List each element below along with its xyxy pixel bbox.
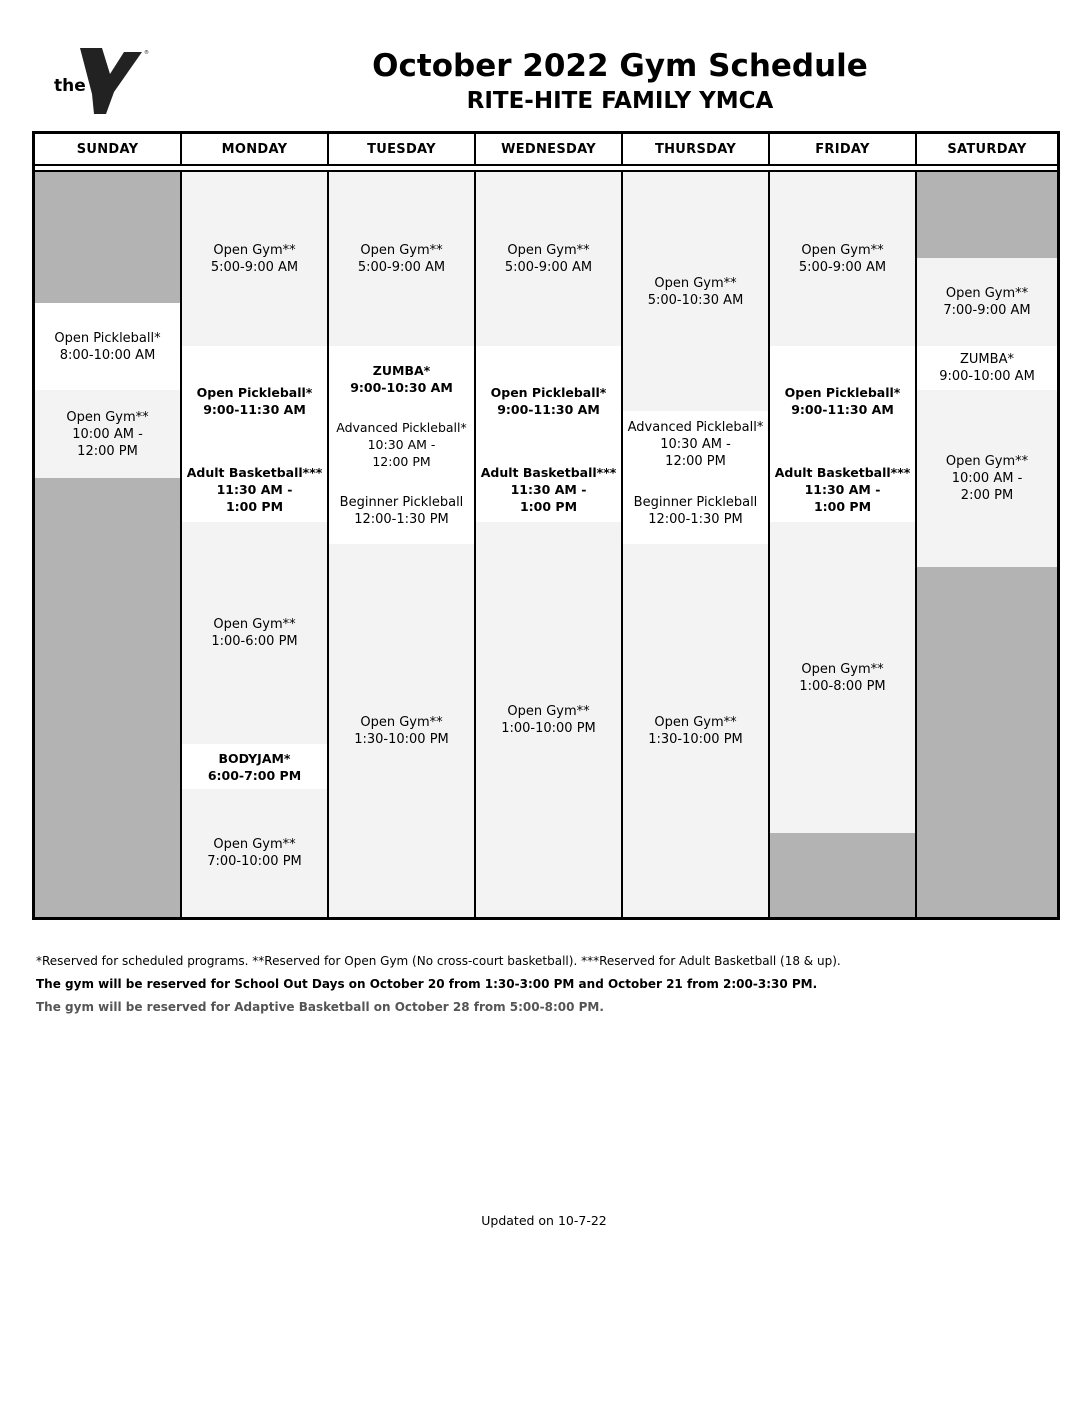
footnote-adaptive-basketball: The gym will be reserved for Adaptive Basketball on October 28 from 5:00-8:00 PM. [36, 1000, 604, 1014]
event-name: Open Gym** [654, 275, 737, 291]
event-name: Open Gym** [66, 409, 149, 425]
event-time: 10:30 AM - [367, 437, 436, 452]
monday-open-gym-evening [182, 789, 329, 917]
friday-open-gym-afternoon [770, 522, 917, 835]
event-time: 12:00-1:30 PM [648, 512, 743, 527]
header-wednesday: WEDNESDAY [476, 134, 623, 166]
event-name: Open Gym** [213, 617, 296, 632]
event-time: 2:00 PM [960, 488, 1014, 503]
wednesday-open-gym-morning [476, 172, 623, 348]
saturday-closed-morning [917, 172, 1057, 260]
event-name: Open Pickleball* [196, 385, 313, 400]
event-name: Open Gym** [213, 837, 296, 852]
friday-closed-evening [770, 833, 917, 917]
event-name: ZUMBA* [960, 352, 1014, 367]
tuesday-advanced-pickleball [329, 411, 476, 480]
event-time: 9:00-11:30 AM [203, 402, 306, 417]
event-name: Open Gym** [360, 243, 443, 258]
event-time: 11:30 AM - [216, 481, 293, 497]
monday-open-pickleball [182, 346, 329, 458]
event-time: 7:00-9:00 AM [943, 303, 1031, 318]
event-time: 9:00-10:00 AM [939, 369, 1035, 384]
schedule-grid [32, 131, 1060, 920]
event-name: Open Gym** [360, 714, 443, 730]
event-time: 5:00-10:30 AM [647, 292, 744, 308]
event-time: 1:00-6:00 PM [211, 634, 298, 649]
event-name: Adult Basketball*** [774, 464, 911, 480]
event-name: Open Gym** [654, 714, 737, 730]
event-time: 9:00-10:30 AM [350, 379, 453, 395]
thursday-open-gym-morning [623, 172, 770, 413]
sunday-open-gym [35, 390, 182, 480]
footnotes [36, 950, 1066, 1019]
event-time: 9:00-11:30 AM [497, 402, 600, 417]
event-time: 1:00 PM [225, 498, 284, 514]
event-time: 8:00-10:00 AM [59, 347, 156, 363]
logo-the-text: the [54, 76, 86, 96]
event-time: 1:30-10:00 PM [354, 731, 449, 747]
event-name: Open Gym** [507, 703, 590, 719]
event-name: Open Gym** [213, 243, 296, 258]
event-time: 11:30 AM - [804, 481, 881, 497]
event-time: 10:00 AM - [72, 426, 143, 442]
thursday-advanced-pickleball [623, 411, 770, 480]
sunday-closed-morning [35, 172, 182, 305]
event-time: 7:00-10:00 PM [207, 854, 302, 869]
event-name: Adult Basketball*** [480, 464, 617, 480]
wednesday-adult-basketball [476, 456, 623, 524]
event-name: Advanced Pickleball* [336, 420, 467, 435]
event-name: Open Gym** [945, 286, 1029, 301]
friday-adult-basketball [770, 456, 917, 524]
monday-adult-basketball [182, 456, 329, 524]
event-name: Adult Basketball*** [186, 464, 323, 480]
event-time: 11:30 AM - [510, 481, 587, 497]
event-name: Open Gym** [945, 454, 1029, 469]
tuesday-zumba [329, 346, 476, 413]
ymca-logo [50, 48, 150, 116]
friday-open-pickleball [770, 346, 917, 458]
saturday-closed-afternoon [917, 567, 1057, 917]
sunday-open-pickleball [35, 303, 182, 392]
header-thursday: THURSDAY [623, 134, 770, 166]
event-time: 5:00-9:00 AM [210, 260, 299, 275]
event-time: 12:00 PM [77, 443, 138, 459]
event-name: BODYJAM* [218, 750, 291, 766]
event-time: 5:00-9:00 AM [504, 260, 593, 275]
header-tuesday: TUESDAY [329, 134, 476, 166]
saturday-open-gym-midday [917, 390, 1057, 569]
saturday-open-gym-morning [917, 258, 1057, 348]
event-time: 12:00 PM [372, 454, 431, 469]
tuesday-beginner-pickleball [329, 478, 476, 546]
page-subtitle: RITE-HITE FAMILY YMCA [466, 88, 774, 114]
header-monday: MONDAY [182, 134, 329, 166]
event-time: 1:00 PM [813, 498, 872, 514]
sunday-closed-afternoon [35, 478, 182, 917]
event-name: Beginner Pickleball [339, 495, 464, 510]
header-friday: FRIDAY [770, 134, 917, 166]
header-sunday: SUNDAY [35, 134, 182, 166]
header-saturday: SATURDAY [917, 134, 1057, 166]
monday-bodyjam [182, 744, 329, 791]
event-name: Open Pickleball* [784, 385, 901, 400]
thursday-beginner-pickleball [623, 478, 770, 546]
tuesday-open-gym-afternoon [329, 544, 476, 917]
footnote-legend: *Reserved for scheduled programs. **Reserved for Open Gym (No cross-court basketball). ***Reserved for Adult Basketball (18 & up). [36, 954, 841, 968]
tuesday-open-gym-morning [329, 172, 476, 348]
event-time: 5:00-9:00 AM [357, 260, 446, 275]
event-time: 9:00-11:30 AM [791, 402, 894, 417]
event-name: Open Gym** [507, 243, 590, 258]
event-time: 5:00-9:00 AM [798, 260, 887, 275]
event-time: 6:00-7:00 PM [207, 767, 302, 783]
thursday-open-gym-afternoon [623, 544, 770, 917]
event-name: ZUMBA* [372, 362, 431, 378]
event-time: 12:00 PM [665, 454, 726, 469]
event-time: 10:00 AM - [951, 471, 1023, 486]
footnote-school-out-days: The gym will be reserved for School Out Days on October 20 from 1:30-3:00 PM and October 21 from 2:00-3:30 PM. [36, 977, 818, 991]
monday-open-gym-afternoon [182, 522, 329, 746]
page-title: October 2022 Gym Schedule [372, 48, 868, 84]
wednesday-open-gym-afternoon [476, 522, 623, 917]
updated-date: Updated on 10-7-22 [481, 1213, 607, 1228]
event-time: 10:30 AM - [660, 437, 731, 452]
event-name: Open Pickleball* [490, 385, 607, 400]
event-time: 12:00-1:30 PM [354, 512, 449, 527]
wednesday-open-pickleball [476, 346, 623, 458]
event-name: Open Pickleball* [54, 330, 161, 346]
event-time: 1:00 PM [519, 498, 578, 514]
svg-text:®: ® [144, 50, 149, 56]
event-name: Open Gym** [801, 243, 884, 258]
saturday-zumba [917, 346, 1057, 392]
event-time: 1:00-8:00 PM [799, 678, 886, 694]
friday-open-gym-morning [770, 172, 917, 348]
event-name: Beginner Pickleball [633, 495, 758, 510]
event-name: Open Gym** [801, 661, 884, 677]
event-name: Advanced Pickleball* [627, 420, 764, 435]
event-time: 1:00-10:00 PM [501, 720, 596, 736]
monday-open-gym-morning [182, 172, 329, 348]
event-time: 1:30-10:00 PM [648, 731, 743, 747]
